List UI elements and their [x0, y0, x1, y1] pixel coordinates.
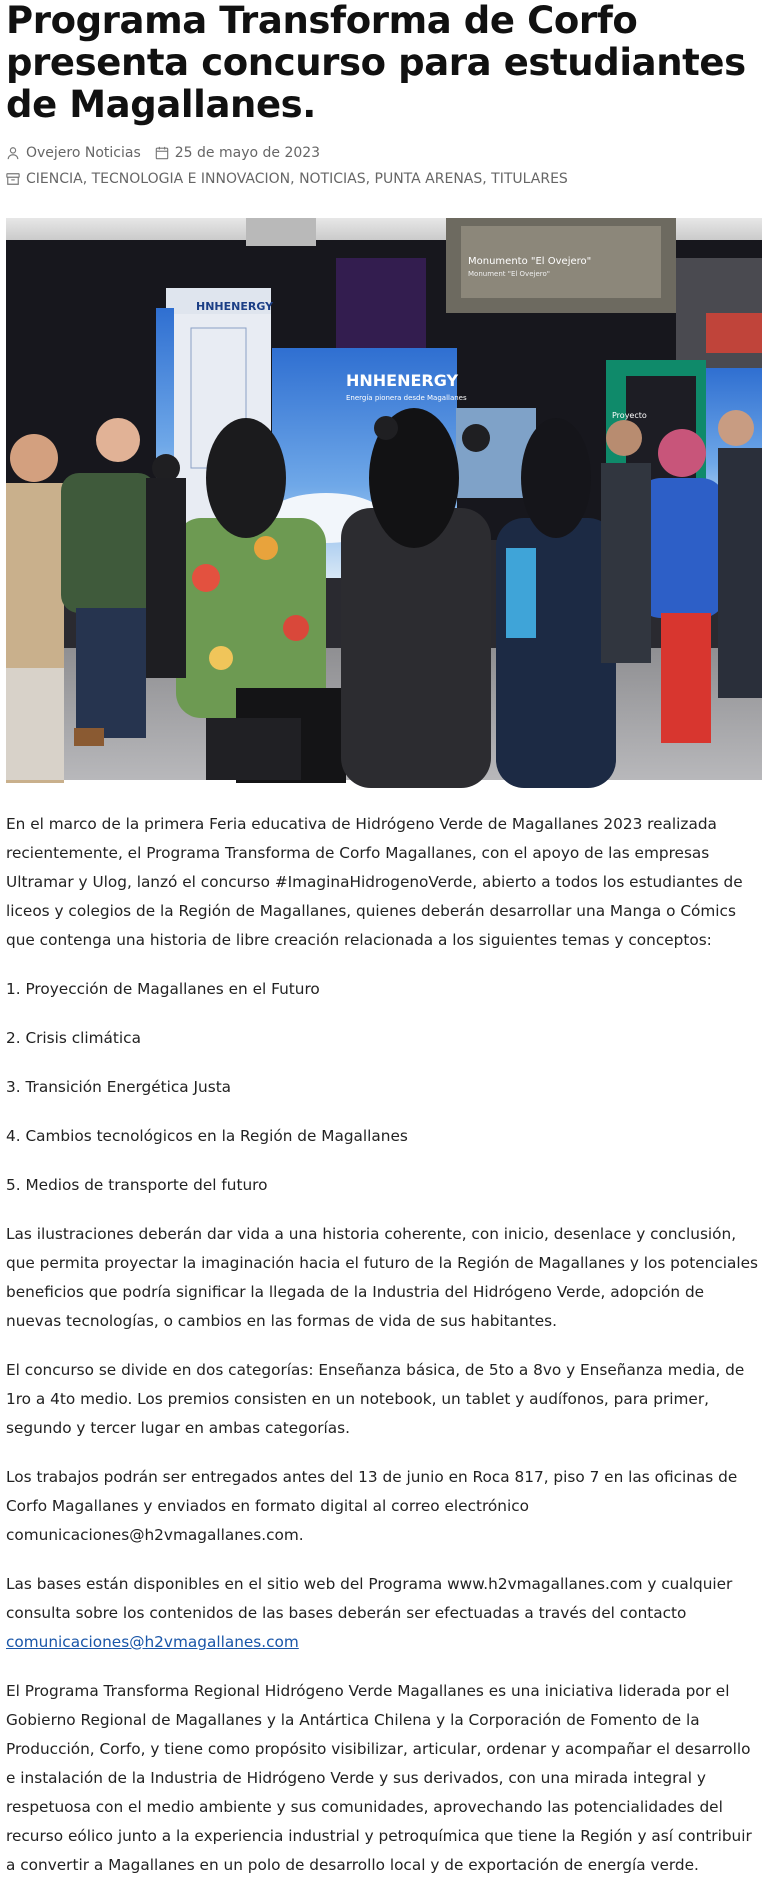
booth-tagline: Energía pionera desde Magallanes — [346, 394, 467, 402]
article-meta — [6, 142, 760, 164]
bases-paragraph — [6, 1570, 760, 1657]
category-link[interactable]: PUNTA ARENAS — [374, 171, 483, 187]
date-meta — [155, 145, 320, 161]
bases-text: Las bases están disponibles en el sitio web del Programa www.h2vmagallanes.com y cualquier consulta sobre los contenidos de las bases deberán ser efectuadas a través del contacto — [6, 1575, 733, 1622]
category-separator: , — [365, 171, 375, 187]
categories-meta — [6, 168, 760, 190]
illustrations-paragraph: Las ilustraciones deberán dar vida a una historia coherente, con inicio, desenlace y conclusión, que permita proyectar la imaginación hacia el futuro de la Región de Magallanes y los potenciales beneficios que podría significar la llegada de la Industria del Hidrógeno Verde, adopción de nuevas tecnologías, o cambios en las formas de vida de sus habitantes. — [6, 1225, 759, 1330]
calendar-icon — [155, 146, 169, 160]
program-paragraph: El Programa Transforma Regional Hidrógeno Verde Magallanes es una iniciativa liderada por el Gobierno Regional de Magallanes y la Antártica Chilena y la Corporación de Fomento de la Producción, Corfo, y tiene como propósito visibilizar, articular, ordenar y acompañar el desarrollo e instalación de la Industria de Hidrógeno Verde y sus derivados, con una mirada integral y respetuosa con el medio ambiente y sus comunidades, aprovechando las potencialidades del recurso eólico junto a la experiencia industrial y petroquímica que tiene la Región y así contribuir a convertir a Magallanes en un polo de desarrollo local y de exportación de energía verde. — [6, 1682, 752, 1874]
category-separator: , — [482, 171, 492, 187]
category-link[interactable]: CIENCIA, TECNOLOGIA E INNOVACION — [26, 171, 291, 187]
category-link[interactable]: TITULARES — [491, 171, 568, 187]
side-booth-text: Proyecto — [612, 411, 647, 420]
topic-item: 4. Cambios tecnológicos en la Región de Magallanes — [6, 1127, 408, 1145]
featured-image — [6, 218, 762, 780]
contact-email-link[interactable]: comunicaciones@h2vmagallanes.com — [6, 1633, 299, 1651]
sign-banner-text: Monumento "El Ovejero" — [468, 256, 592, 267]
booth-logo-small: HNHENERGY — [196, 300, 274, 313]
categories-paragraph: El concurso se divide en dos categorías: Enseñanza básica, de 5to a 8vo y Enseñanza media, de 1ro a 4to medio. Los premios consisten en un notebook, un tablet y audífonos, para primer, segundo y tercer lugar en ambas categorías. — [6, 1361, 745, 1437]
intro-paragraph: En el marco de la primera Feria educativa de Hidrógeno Verde de Magallanes 2023 realizada recientemente, el Programa Transforma de Corfo Magallanes, con el apoyo de las empresas Ultramar y Ulog, lanzó el concurso #ImaginaHidrogenoVerde, abierto a todos los estudiantes de liceos y colegios de la Región de Magallanes, quienes deberán desarrollar una Manga o Cómics que contenga una historia de libre creación relacionada a los siguientes temas y conceptos: — [6, 815, 743, 949]
article-body — [6, 810, 760, 1880]
topic-item: 3. Transición Energética Justa — [6, 1078, 232, 1096]
category-link[interactable]: NOTICIAS — [299, 171, 366, 187]
author-meta — [6, 145, 141, 161]
article-title: Programa Transforma de Corfo presenta concurso para estudiantes de Magallanes. — [6, 0, 746, 126]
category-separator: , — [290, 171, 300, 187]
featured-photo — [6, 218, 762, 780]
author-link[interactable]: Ovejero Noticias — [26, 145, 141, 161]
booth-logo: HNHENERGY — [346, 371, 459, 390]
categories-list — [6, 171, 568, 187]
date-link[interactable]: 25 de mayo de 2023 — [174, 145, 321, 161]
sign-banner-sub: Monument "El Ovejero" — [468, 270, 550, 278]
topic-item: 2. Crisis climática — [6, 1029, 141, 1047]
archive-icon — [6, 172, 20, 186]
topic-item: 1. Proyección de Magallanes en el Futuro — [6, 980, 320, 998]
topic-item: 5. Medios de transporte del futuro — [6, 1176, 268, 1194]
user-icon — [6, 146, 20, 160]
delivery-paragraph: Los trabajos podrán ser entregados antes del 13 de junio en Roca 817, piso 7 en las oficinas de Corfo Magallanes y enviados en formato digital al correo electrónico comunicaciones@h2vmagallanes.com. — [6, 1468, 738, 1544]
